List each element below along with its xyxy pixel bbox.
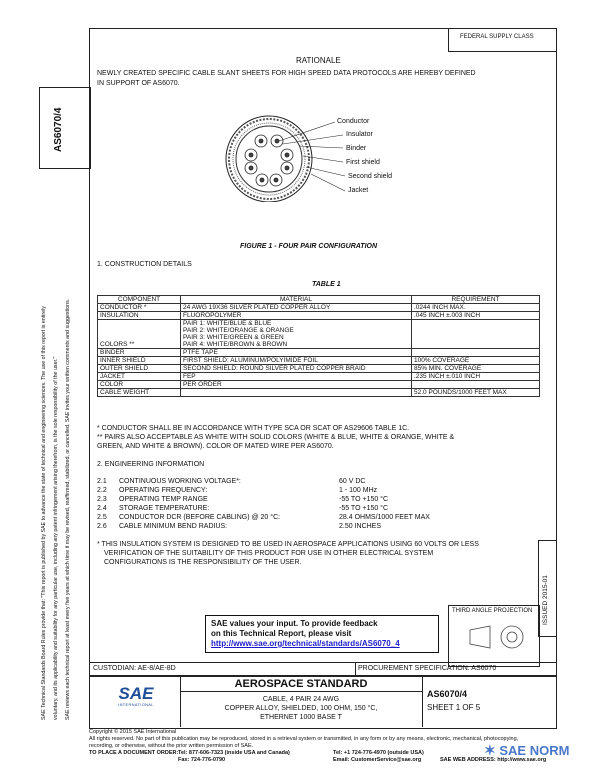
watermark-text: SAE NORM: [499, 743, 570, 758]
eng-row: [97, 505, 388, 512]
third-angle-symbol: [468, 622, 528, 652]
table-title: TABLE 1: [312, 281, 341, 288]
wire-pairs: [245, 135, 293, 186]
eng-num: 2.3: [97, 496, 107, 503]
sae-logo: [116, 685, 156, 707]
rationale-title: RATIONALE: [296, 56, 341, 65]
side-legal-1: SAE Technical Standards Board Rules provide that: "This report is published by SAE to advance the state of technical and engineering sciences. The use of this report is entirely: [41, 306, 47, 720]
table-row: [98, 365, 540, 373]
disclaimer-3: CONFIGURATIONS IS THE RESPONSIBILITY OF THE USER.: [104, 559, 302, 566]
table-cell: FEP: [181, 373, 412, 381]
table-row: [98, 320, 540, 349]
eng-label: CONTINUOUS WORKING VOLTAGE*:: [119, 478, 241, 485]
figure-label-second-shield: Second shield: [348, 173, 392, 180]
eng-row: [97, 523, 381, 530]
custodian: CUSTODIAN: AE-8/AE-8D: [93, 665, 176, 672]
table-cell: COLORS **: [98, 320, 181, 349]
copyright: Copyright © 2015 SAE International: [89, 729, 177, 735]
tel-outside: Tel: +1 724-776-4970 (outside USA): [333, 750, 424, 756]
title-desc-3: ETHERNET 1000 BASE T: [260, 714, 342, 721]
table-cell: OUTER SHIELD: [98, 365, 181, 373]
table-row: [98, 373, 540, 381]
table-cell: FLUOROPOLYMER: [181, 312, 412, 320]
procurement-divider: [355, 662, 356, 675]
table-cell: 85% MIN. COVERAGE: [412, 365, 540, 373]
table-header-row: [98, 296, 540, 304]
side-legal-3: SAE reviews each technical report at least every five years at which time it may be revised, reaffirmed, stabilized, or cancelled. SAE invites your written comments and suggestions.: [65, 298, 71, 720]
web-address: SAE WEB ADDRESS: http://www.sae.org: [440, 757, 547, 763]
eng-num: 2.2: [97, 487, 107, 494]
eng-row: [97, 514, 430, 521]
title-desc-2: COPPER ALLOY, SHIELDED, 100 OHM, 150 °C,: [224, 705, 378, 712]
sae-logo-sub: INTERNATIONAL: [118, 702, 154, 707]
table-note-1: * CONDUCTOR SHALL BE IN ACCORDANCE WITH TYPE SCA OR SCAT OF AS29606 TABLE 1C.: [97, 425, 410, 432]
figure-label-binder: Binder: [346, 145, 367, 152]
table-cell: [412, 381, 540, 389]
table-cell: PAIR 1: WHITE/BLUE & BLUE PAIR 2: WHITE/ORANGE & ORANGE PAIR 3: WHITE/GREEN & GREEN PAIR 4: WHITE/BROWN & BROWN: [181, 320, 412, 349]
eng-label: CABLE MINIMUM BEND RADIUS:: [119, 523, 228, 530]
eng-num: 2.1: [97, 478, 107, 485]
table-row: [98, 312, 540, 320]
feedback-link[interactable]: http://www.sae.org/technical/standards/AS6070_4: [211, 639, 400, 648]
eng-value: 2.50 INCHES: [339, 523, 382, 530]
eng-label: STORAGE TEMPERATURE:: [119, 505, 210, 512]
table-cell: .045 INCH ±.003 INCH: [412, 312, 540, 320]
fax: Fax: 724-776-0790: [178, 757, 226, 763]
standard-title: AEROSPACE STANDARD: [234, 678, 368, 690]
table-cell: JACKET: [98, 373, 181, 381]
cable-cross-section: [225, 112, 395, 202]
table-row: [98, 389, 540, 397]
tel-inside: Tel: 877-606-7323 (inside USA and Canada): [178, 750, 290, 756]
table-note-2a: ** PAIRS ALSO ACCEPTABLE AS WHITE WITH SOLID COLORS (WHITE & BLUE, WHITE & ORANGE, WHITE &: [97, 434, 455, 441]
third-angle-label: THIRD ANGLE PROJECTION: [452, 608, 533, 614]
eng-num: 2.5: [97, 514, 107, 521]
table-row: [98, 357, 540, 365]
eng-label: OPERATING FREQUENCY:: [119, 487, 208, 494]
doc-id-vertical: AS6070/4: [53, 107, 64, 152]
table-cell: .0244 INCH MAX.: [412, 304, 540, 312]
sheet-number: SHEET 1 OF 5: [427, 703, 481, 712]
watermark-icon: ✶: [484, 742, 496, 758]
table-cell: PTFE TAPE: [181, 349, 412, 357]
table-cell: SECOND SHIELD: ROUND SILVER PLATED COPPER BRAID: [181, 365, 412, 373]
rights-1: All rights reserved. No part of this publication may be reproduced, stored in a retrieval system or transmitted, in any form or by any means, electronic, mechanical, photocopying,: [89, 736, 519, 742]
procurement-spec: PROCUREMENT SPECIFICATION: AS6070: [358, 665, 497, 672]
eng-label: CONDUCTOR DCR (BEFORE CABLING) @ 20 °C:: [119, 514, 281, 521]
jacket-ring: [226, 116, 312, 202]
table-cell: [181, 389, 412, 397]
eng-value: -55 TO +150 °C: [339, 505, 389, 512]
feedback-line-2: on this Technical Report, please visit: [211, 629, 352, 638]
watermark: [484, 742, 569, 759]
eng-num: 2.6: [97, 523, 107, 530]
table-row: [98, 349, 540, 357]
issued-date: ISSUED 2015-01: [542, 575, 549, 625]
figure-label-insulator: Insulator: [346, 131, 373, 138]
feedback-line-1: SAE values your input. To provide feedback: [211, 619, 378, 628]
eng-value: 60 V DC: [339, 478, 366, 485]
construction-table: [97, 295, 540, 397]
eng-value: 28.4 OHMS/1000 FEET MAX: [339, 514, 430, 521]
figure-label-jacket: Jacket: [348, 187, 369, 194]
table-cell: PER ORDER: [181, 381, 412, 389]
table-cell: FIRST SHIELD: ALUMINUM/POLYIMIDE FOIL: [181, 357, 412, 365]
table-cell: 100% COVERAGE: [412, 357, 540, 365]
table-cell: .235 INCH ±.010 INCH: [412, 373, 540, 381]
title-desc-1: CABLE, 4 PAIR 24 AWG: [262, 696, 340, 703]
table-cell: INSULATION: [98, 312, 181, 320]
table-row: [98, 304, 540, 312]
table-note-2b: GREEN, AND WHITE & BROWN). COLOR OF MATED WIRE PER AS6070.: [97, 443, 334, 450]
eng-row: [97, 496, 388, 503]
side-legal-2: voluntary, and its applicability and suitability for any particular use, including any patent infringement arising therefrom, is the sole responsibility of the user.": [53, 356, 59, 720]
table-cell: [412, 320, 540, 349]
eng-row: [97, 478, 365, 485]
doc-number-divider: [422, 675, 423, 727]
table-cell: CONDUCTOR *: [98, 304, 181, 312]
figure-label-first-shield: First shield: [346, 159, 380, 166]
eng-value: 1 - 100 MHz: [339, 487, 378, 494]
figure-caption: FIGURE 1 - FOUR PAIR CONFIGURATION: [240, 243, 378, 250]
rights-2: recording, or otherwise, without the prior written permission of SAE.: [89, 743, 254, 749]
column-header: REQUIREMENT: [412, 296, 540, 304]
table-cell: COLOR: [98, 381, 181, 389]
rationale-text-2: IN SUPPORT OF AS6070.: [97, 80, 180, 87]
table-cell: [412, 349, 540, 357]
section-1-heading: 1. CONSTRUCTION DETAILS: [97, 261, 192, 268]
table-cell: INNER SHIELD: [98, 357, 181, 365]
order-label: TO PLACE A DOCUMENT ORDER:: [89, 750, 179, 756]
doc-id-box: [39, 87, 91, 169]
email: Email: CustomerService@sae.org: [333, 757, 422, 763]
sae-logo-text: SAE: [118, 684, 154, 703]
figure-label-conductor: Conductor: [337, 118, 370, 125]
rationale-text-1: NEWLY CREATED SPECIFIC CABLE SLANT SHEETS FOR HIGH SPEED DATA PROTOCOLS ARE HEREBY DEFINED: [97, 70, 476, 77]
table-cell: 24 AWG 19X36 SILVER PLATED COPPER ALLOY: [181, 304, 412, 312]
table-cell: 52.0 POUNDS/1000 FEET MAX: [412, 389, 540, 397]
federal-supply-class: FEDERAL SUPPLY CLASS: [460, 34, 534, 40]
table-cell: BINDER: [98, 349, 181, 357]
section-2-heading: 2. ENGINEERING INFORMATION: [97, 461, 205, 468]
standard-divider: [180, 691, 422, 692]
disclaimer-1: * THIS INSULATION SYSTEM IS DESIGNED TO BE USED IN AEROSPACE APPLICATIONS USING 60 VOLTS OR LESS: [97, 541, 479, 548]
column-header: COMPONENT: [98, 296, 181, 304]
doc-number: AS6070/4: [427, 689, 468, 699]
eng-label: OPERATING TEMP RANGE: [119, 496, 208, 503]
table-cell: CABLE WEIGHT: [98, 389, 181, 397]
disclaimer-2: VERIFICATION OF THE SUITABILITY OF THIS PRODUCT FOR USE IN OTHER ELECTRICAL SYSTEM: [104, 550, 434, 557]
eng-value: -55 TO +150 °C: [339, 496, 389, 503]
table-row: [98, 381, 540, 389]
column-header: MATERIAL: [181, 296, 412, 304]
eng-num: 2.4: [97, 505, 107, 512]
eng-row: [97, 487, 377, 494]
